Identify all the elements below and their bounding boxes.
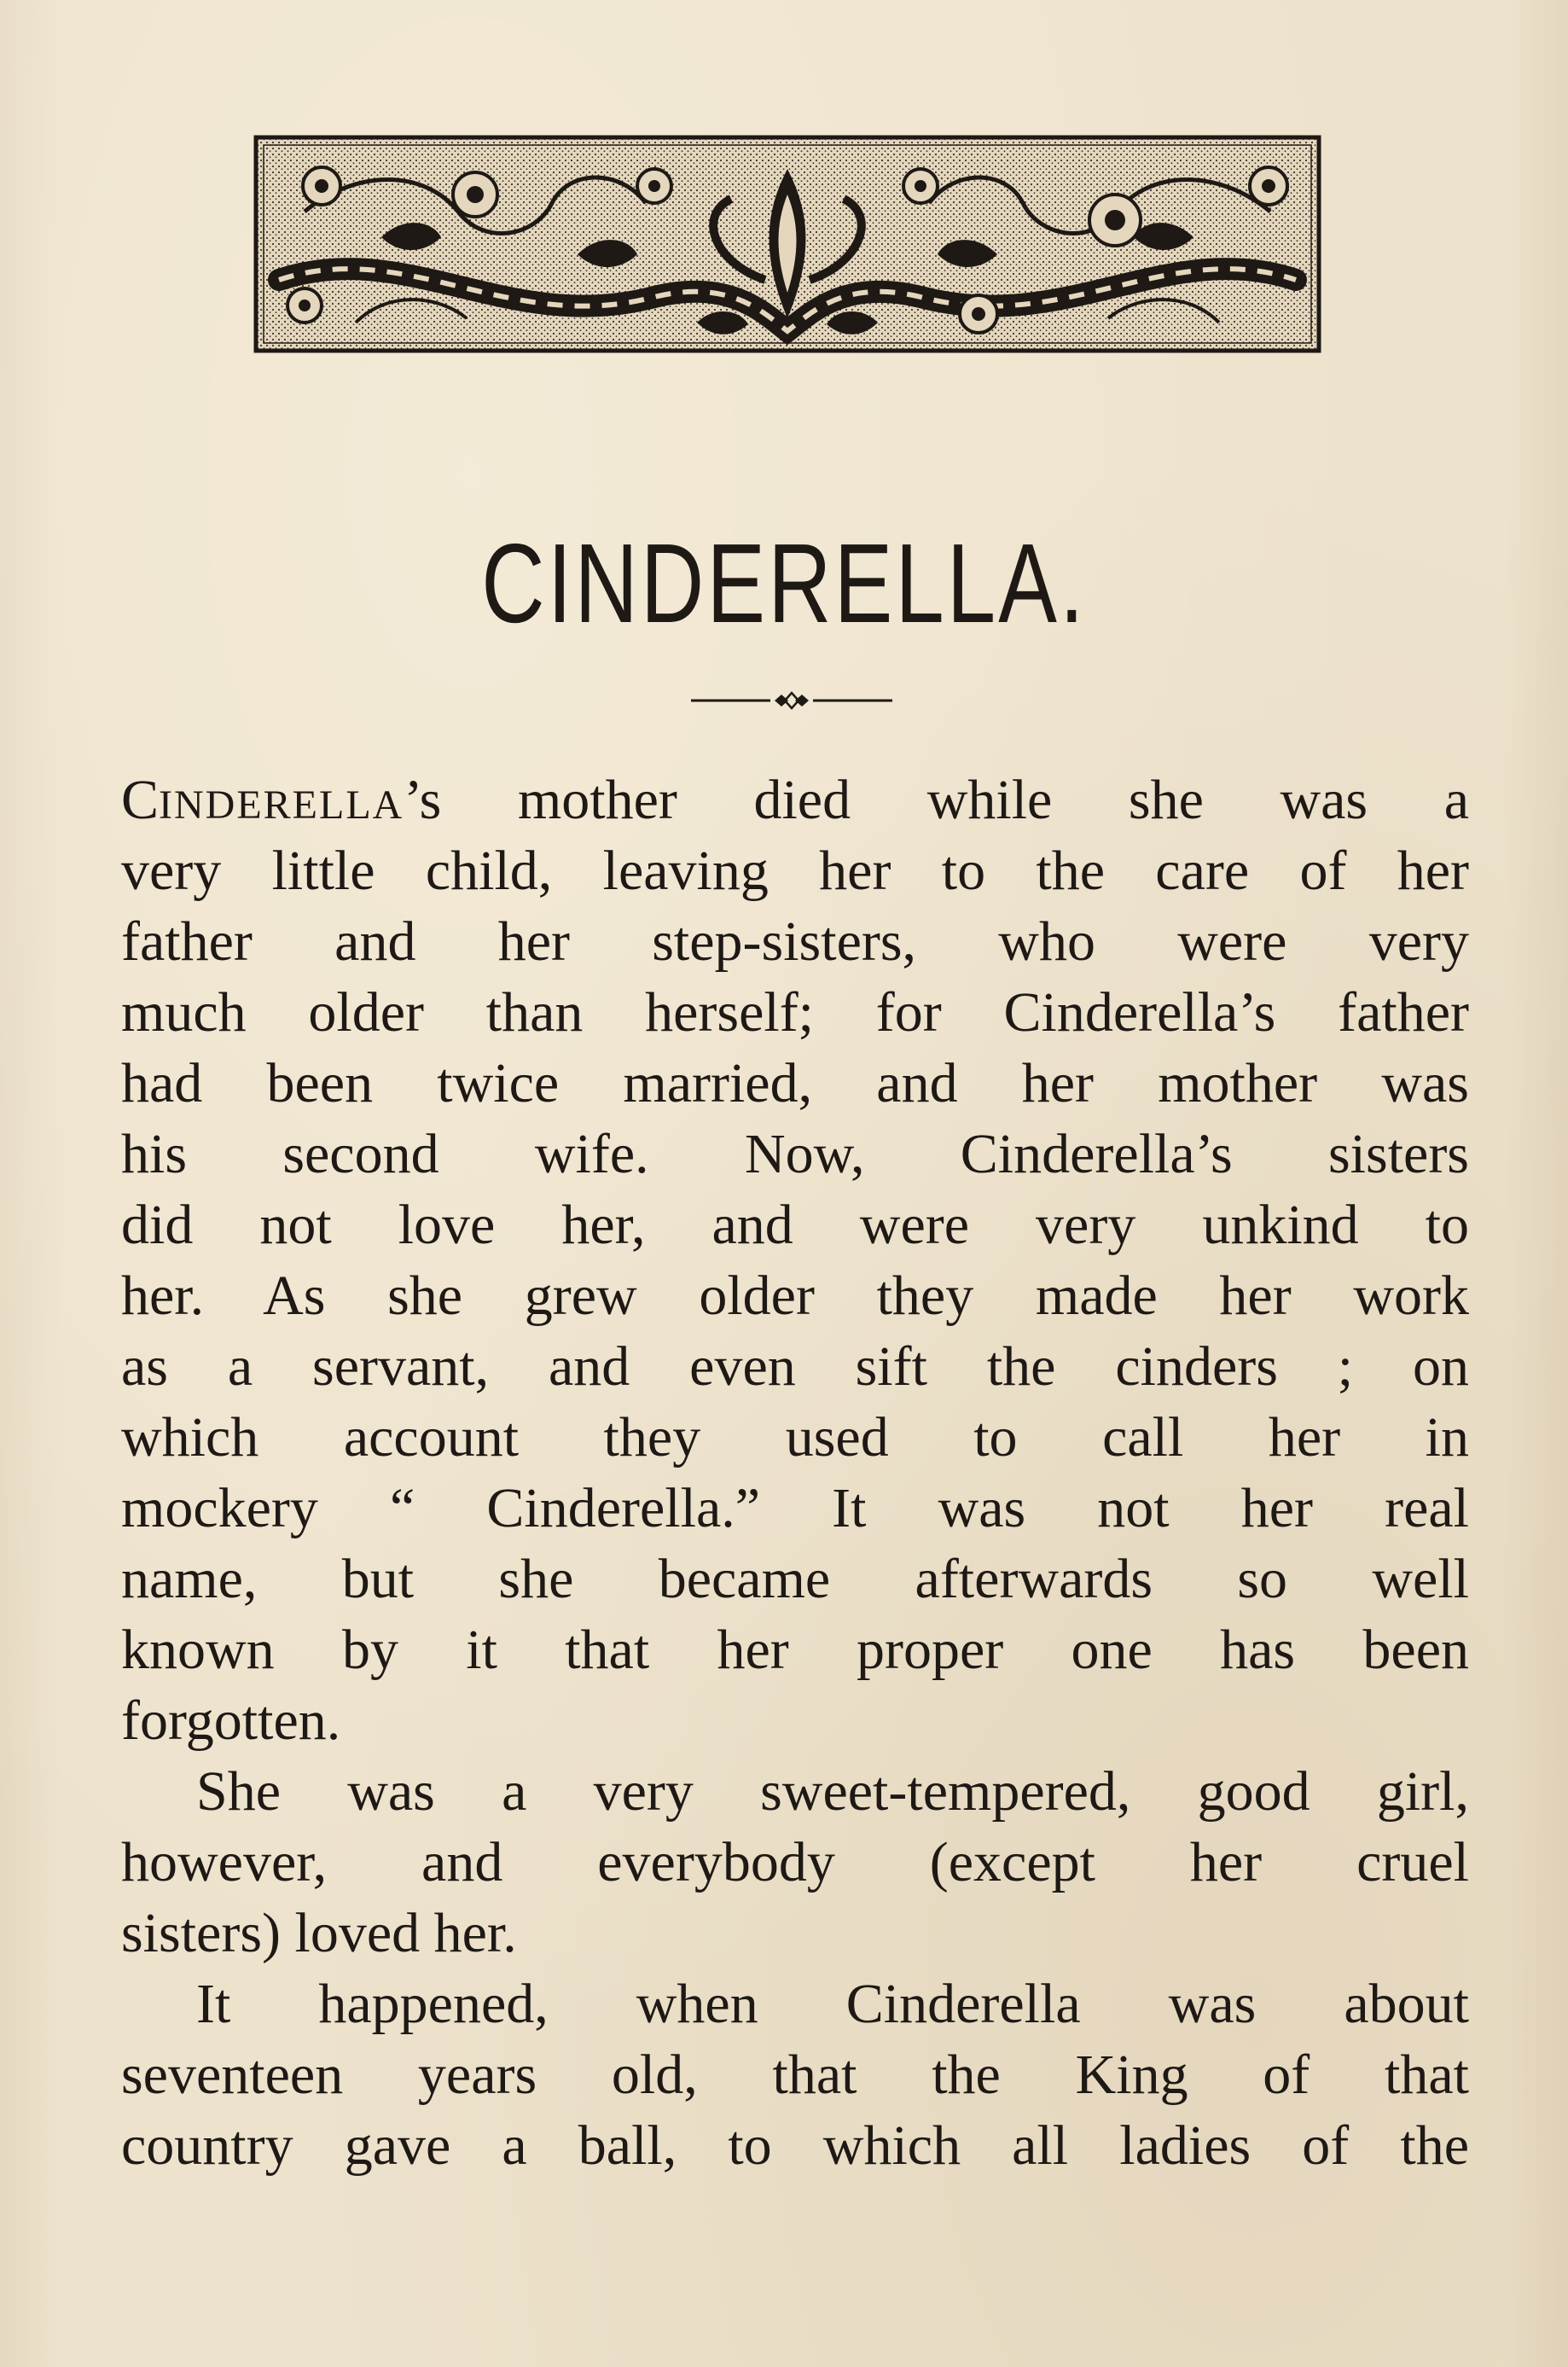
text-line	[121, 765, 1469, 835]
ornamental-headpiece	[253, 135, 1321, 353]
body-text	[121, 765, 1469, 2181]
text-line: She was a very sweet-tempered, good girl,	[196, 1760, 1469, 1823]
text-line: forgotten.	[121, 1689, 341, 1752]
lead-smallcaps: INDERELLA	[159, 782, 404, 828]
ornamental-divider	[689, 688, 894, 713]
lead-suffix: ’s	[404, 769, 442, 831]
text-line: sisters) loved her.	[121, 1902, 517, 1964]
text-line: name, but she became afterwards so well	[121, 1548, 1469, 1610]
lead-word	[121, 769, 441, 831]
text-line: very little child, leaving her to the care of her	[121, 840, 1469, 902]
lead-initial: C	[121, 769, 160, 831]
text-line: however, and everybody (except her cruel	[121, 1831, 1469, 1893]
text-line: known by it that her proper one has been	[121, 1619, 1469, 1681]
text-line: seventeen years old, that the King of that	[121, 2044, 1469, 2106]
text-line: It happened, when Cinderella was about	[196, 1973, 1469, 2035]
text-line: her. As she grew older they made her work	[121, 1265, 1469, 1327]
text-line: father and her step-sisters, who were very	[121, 910, 1469, 973]
text-line: had been twice married, and her mother was	[121, 1052, 1469, 1114]
text-line-content: mother died while she was a	[517, 769, 1469, 831]
chapter-title: CINDERELLA.	[481, 521, 1087, 646]
text-line: as a servant, and even sift the cinders ; on	[121, 1335, 1469, 1398]
text-line: did not love her, and were very unkind to	[121, 1194, 1469, 1256]
text-line: which account they used to call her in	[121, 1406, 1469, 1468]
text-line: country gave a ball, to which all ladies of the	[121, 2114, 1469, 2177]
text-line: his second wife. Now, Cinderella’s sisters	[121, 1123, 1469, 1185]
text-line: mockery “ Cinderella.” It was not her real	[121, 1477, 1469, 1539]
text-line: much older than herself; for Cinderella’s father	[121, 981, 1469, 1044]
